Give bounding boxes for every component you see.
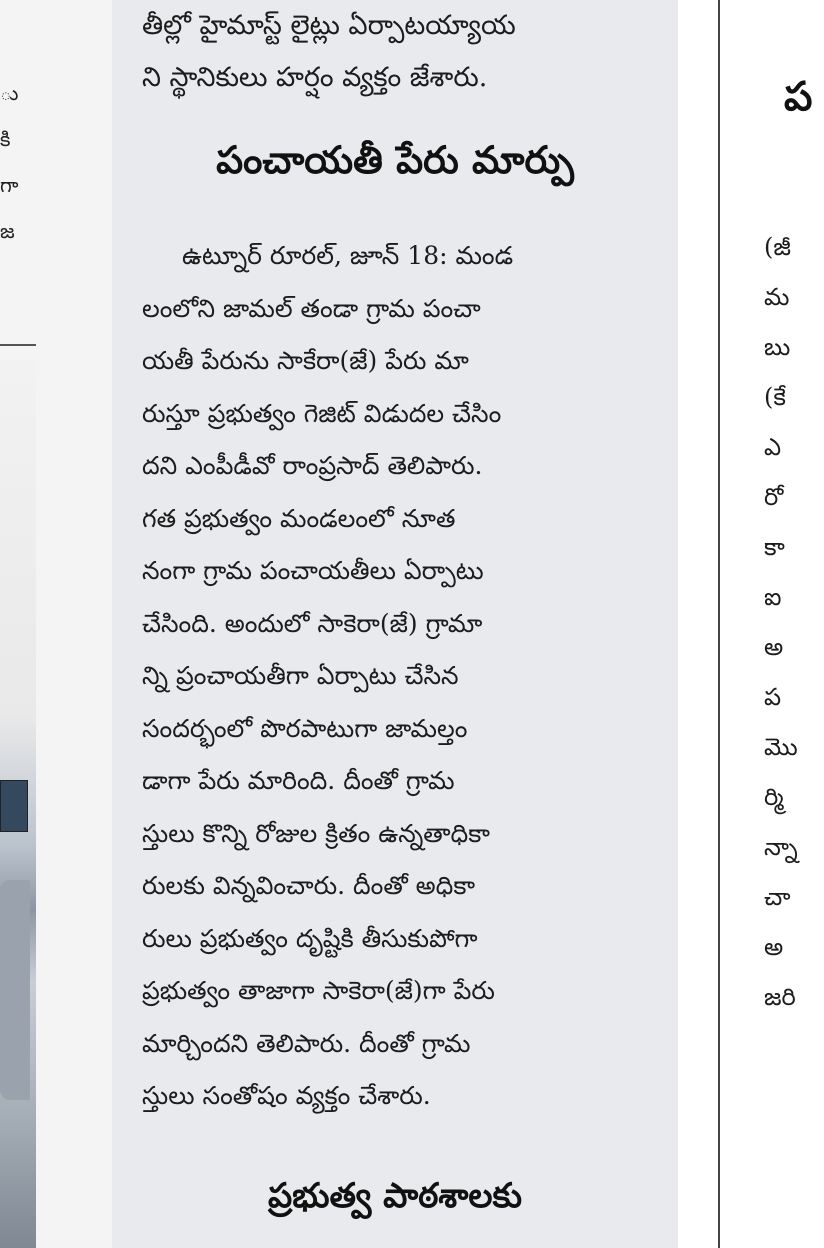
previous-article-tail (142, 0, 662, 104)
body-line: ప్రభుత్వం తాజాగా సాకెరా(జే)గా పేరు (142, 976, 495, 1005)
body-line: దని ఎంపీడీవో రాంప్రసాద్ తెలిపారు. (142, 451, 483, 480)
right-column (740, 0, 813, 1248)
body-line: స్తులు సంతోషం వ్యక్తం చేశారు. (142, 1081, 431, 1110)
right-fragment: (జీ (764, 233, 791, 261)
body-line: ఉట్నూర్ రూరల్, జూన్ 18: మండ (182, 241, 514, 270)
left-column (0, 0, 112, 1248)
right-fragment: ఎ (764, 433, 782, 461)
body-line: చేసింది. అందులో సాకెరా(జే) గ్రామా (142, 608, 483, 638)
left-column-text (0, 70, 60, 254)
left-fragment: ు (0, 81, 19, 105)
next-article-headline: ప్రభుత్వ పాఠశాలకు (268, 1176, 522, 1216)
body-line: నంగా గ్రామ పంచాయతీలు ఏర్పాటు (142, 556, 484, 585)
right-fragment: చా (764, 883, 791, 911)
right-fragment: (కే (764, 383, 786, 411)
body-line: రులు ప్రభుత్వం దృష్టికి తీసుకుపోగా (142, 923, 478, 953)
left-fragment: గా (0, 173, 19, 197)
body-line: రులకు విన్నవించారు. దీంతో అధికా (142, 871, 475, 900)
body-line: మార్చిందని తెలిపారు. దీంతో గ్రామ (142, 1028, 471, 1058)
body-line: లంలోని జామల్ తండా గ్రామ పంచా (142, 293, 481, 323)
center-article (112, 0, 678, 1248)
right-fragment: ఐ (764, 583, 782, 611)
lead-line: తీల్లో హైమాస్ట్ లైట్లు ఏర్పాటయ్యాయ (142, 10, 516, 41)
right-fragment: జరి (764, 983, 796, 1011)
right-fragment: మ (764, 283, 790, 311)
photo-figure (0, 880, 30, 1100)
left-column-rule (0, 344, 36, 346)
article-headline: పంచాయతీ పేరు మార్పు (216, 138, 574, 182)
lead-line: ని స్థానికులు హర్షం వ్యక్తం జేశారు. (142, 62, 488, 93)
article-body (142, 230, 662, 1123)
body-line: యతీ పేరును సాకేరా(జే) పేరు మా (142, 346, 469, 375)
body-line: న్ని ప్రంచాయతీగా ఏర్పాటు చేసిన (142, 661, 459, 690)
right-heading-fragment: ప (784, 74, 813, 120)
news-photo (0, 360, 36, 1248)
right-fragment: మొ (764, 733, 798, 761)
body-line: రుస్తూ ప్రభుత్వం గెజిట్ విడుదల చేసిం (142, 398, 502, 428)
left-fragment: జ (0, 219, 15, 243)
right-fragment: అ (764, 933, 784, 961)
right-fragment: ప (764, 683, 782, 711)
body-line: స్తులు కొన్ని రోజుల క్రితం ఉన్నతాధికా (142, 818, 490, 848)
right-fragment: ర్మి (764, 783, 784, 811)
body-line: డాగా పేరు మారింది. దీంతో గ్రామ (142, 766, 455, 795)
right-fragment: రో (764, 483, 784, 511)
right-fragment: బు (764, 333, 791, 361)
column-divider (718, 0, 720, 1248)
left-fragment: కి (0, 127, 11, 151)
body-line: గత ప్రభుత్వం మండలంలో నూత (142, 503, 456, 533)
body-line: సందర్భంలో పొరపాటుగా జామల్తం (142, 713, 468, 743)
right-fragment: కా (764, 533, 785, 561)
right-fragment: అ (764, 633, 784, 661)
photo-screen (0, 780, 28, 832)
right-column-text (764, 222, 824, 1022)
right-fragment: న్నా (764, 833, 798, 861)
